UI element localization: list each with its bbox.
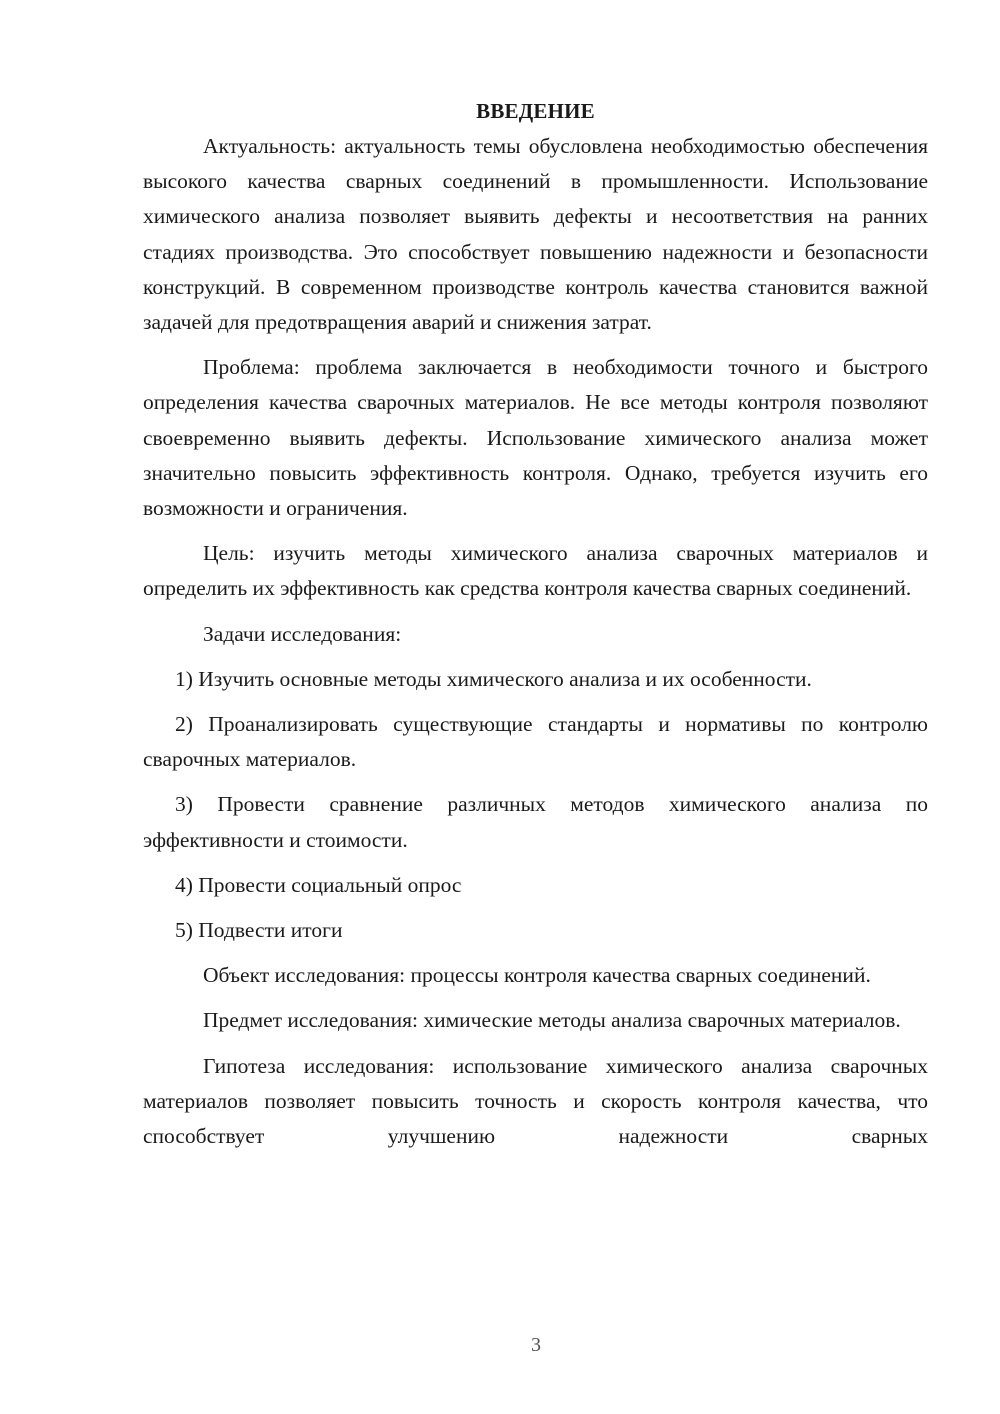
paragraph-tasks-heading: Задачи исследования: — [203, 621, 402, 646]
paragraph-problem: Проблема: проблема заключается в необходимости точного и быстрого определения качества сварочных материалов. Не все методы контроля позволяют своевременно выявить дефекты. Использование химического анализа может значительно повысить эффективность контроля. Однако, требуется изучить его возможности и ограничения. — [143, 355, 928, 521]
task-item-2: 2) Проанализировать существующие стандарты и нормативы по контролю сварочных материалов. — [143, 712, 928, 772]
paragraph-hypothesis: Гипотеза исследования: использование химического анализа сварочных материалов позволяет повысить точность и скорость контроля качества, что способствует улучшению надежности сварных — [143, 1053, 928, 1149]
task-item-1: 1) Изучить основные методы химического анализа и их особенности. — [175, 666, 812, 691]
paragraph-object: Объект исследования: процессы контроля качества сварных соединений. — [203, 963, 871, 988]
page-heading: ВВЕДЕНИЕ — [476, 99, 595, 123]
paragraph-relevance: Актуальность: актуальность темы обусловлена необходимостью обеспечения высокого качества сварных соединений в промышленности. Использование химического анализа позволяет выявить дефекты и несоответствия на ранних стадиях производства. Это способствует повышению надежности и безопасности конструкций. В современном производстве контроль качества становится важной задачей для предотвращения аварий и снижения затрат. — [143, 134, 928, 335]
page-number: 3 — [531, 1334, 541, 1356]
paragraph-subject: Предмет исследования: химические методы анализа сварочных материалов. — [203, 1008, 901, 1033]
paragraph-goal: Цель: изучить методы химического анализа сварочных материалов и определить их эффективность как средства контроля качества сварных соединений. — [143, 541, 928, 601]
task-item-5: 5) Подвести итоги — [175, 918, 343, 943]
task-item-4: 4) Провести социальный опрос — [175, 872, 462, 897]
task-item-3: 3) Провести сравнение различных методов химического анализа по эффективности и стоимости. — [143, 792, 928, 852]
document-page — [143, 94, 928, 1164]
